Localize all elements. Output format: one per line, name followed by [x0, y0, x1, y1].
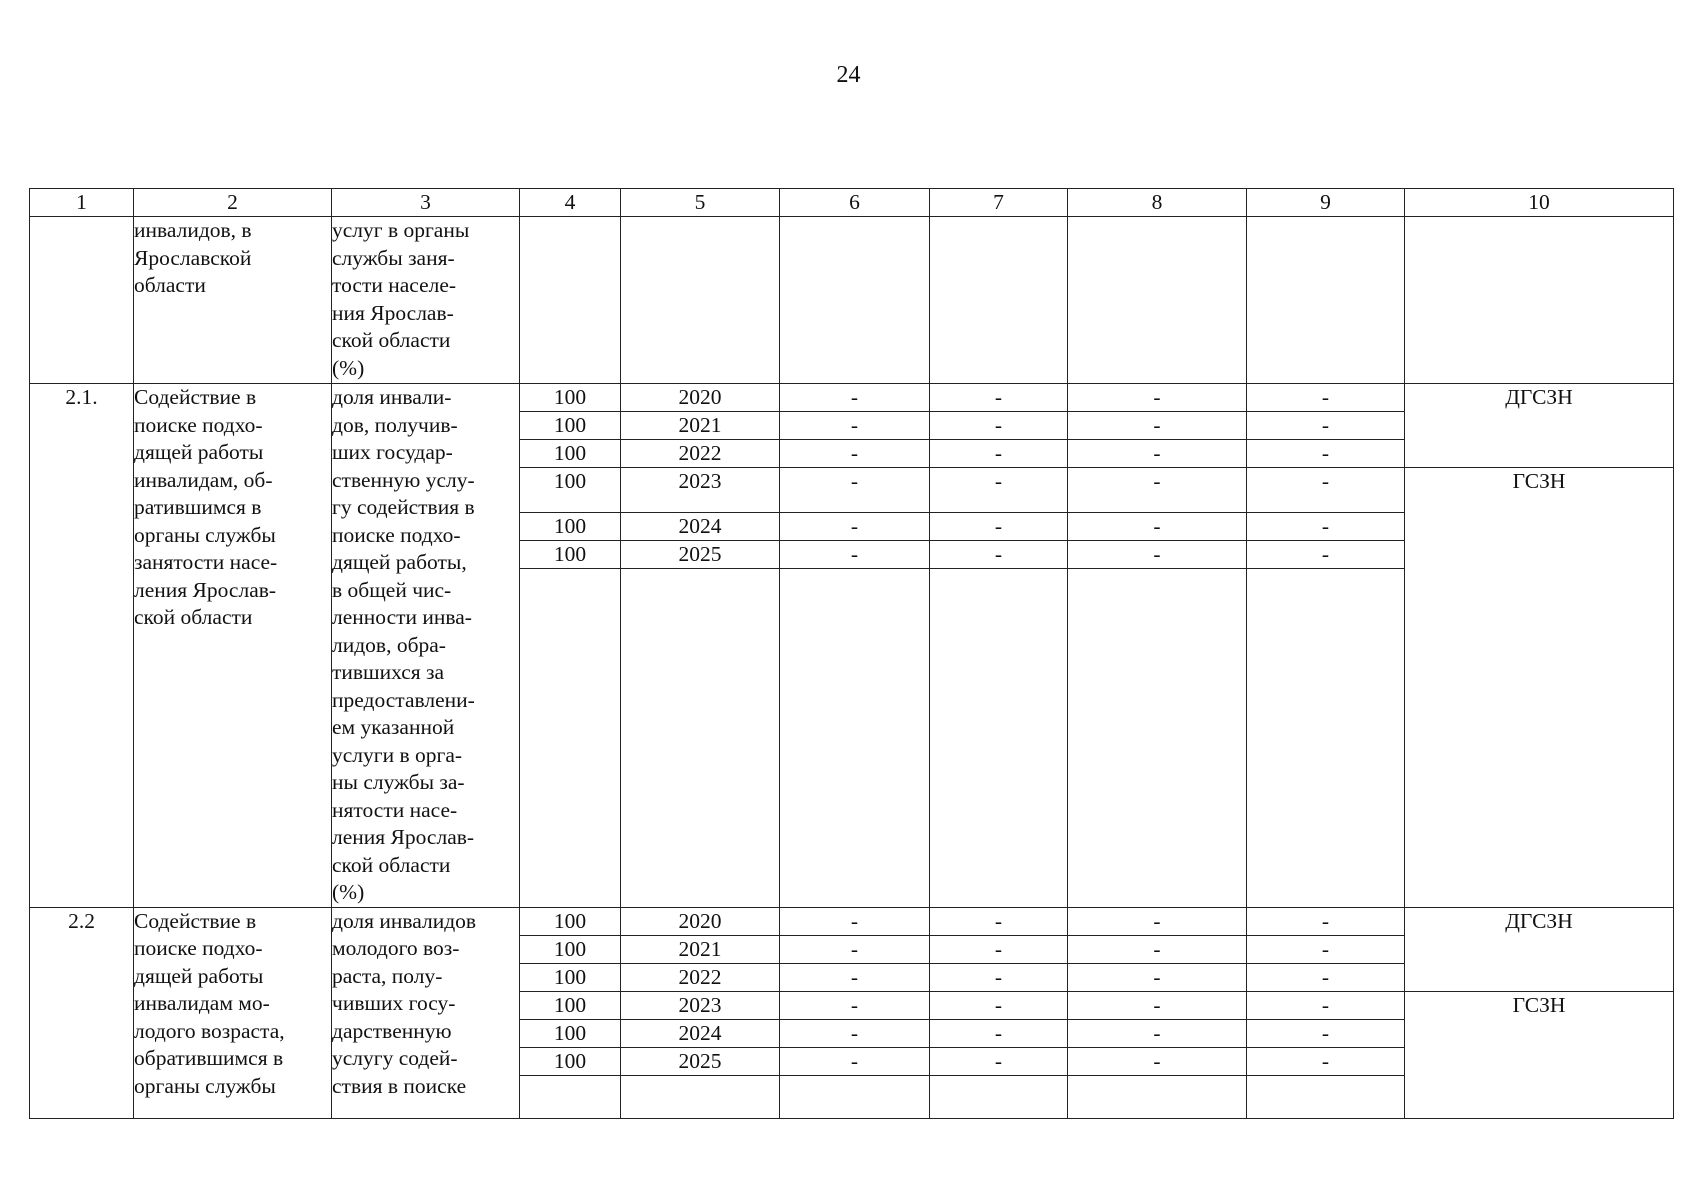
- header-cell: 1: [30, 189, 134, 217]
- text-line: ской области: [332, 852, 451, 877]
- indicator-cell: [332, 384, 520, 908]
- text-line: (%): [332, 355, 365, 380]
- text-line: ской области: [332, 328, 451, 352]
- page-number: 24: [836, 62, 861, 88]
- col7-cell: -: [930, 412, 1068, 440]
- col7-cell: -: [930, 935, 1068, 963]
- value-cell: 100: [520, 1047, 621, 1075]
- col9-cell: -: [1247, 991, 1405, 1019]
- text-line: ления Ярослав-: [134, 577, 277, 602]
- indicator-cell: [332, 907, 520, 1118]
- continuation-row: [30, 217, 1674, 384]
- text-line: дящей работы: [134, 963, 264, 988]
- empty-cell: [930, 568, 1068, 907]
- col7-cell: -: [930, 384, 1068, 412]
- col7-cell: -: [930, 440, 1068, 468]
- col7-cell: -: [930, 907, 1068, 935]
- col9-cell: -: [1247, 540, 1405, 568]
- value-cell: 100: [520, 963, 621, 991]
- text-line: услуги в орга-: [332, 742, 463, 767]
- col9-cell: -: [1247, 412, 1405, 440]
- empty-cell: [621, 568, 780, 907]
- header-cell: 9: [1247, 189, 1405, 217]
- text-line: службы заня-: [332, 245, 455, 270]
- col7-cell: -: [930, 468, 1068, 513]
- year-cell: 2020: [621, 384, 780, 412]
- text-line: ленности инва-: [332, 605, 472, 629]
- year-cell: 2020: [621, 907, 780, 935]
- continuation-indicator-cell: [332, 217, 520, 384]
- header-row: [30, 189, 1674, 217]
- year-cell: 2022: [621, 963, 780, 991]
- header-cell: 7: [930, 189, 1068, 217]
- text-line: чивших госу-: [332, 991, 456, 1015]
- col9-cell: -: [1247, 440, 1405, 468]
- year-cell: 2024: [621, 512, 780, 540]
- text-line: молодого воз-: [332, 936, 460, 960]
- col9-cell: -: [1247, 1047, 1405, 1075]
- col7-cell: -: [930, 540, 1068, 568]
- text-line: (%): [332, 880, 365, 904]
- value-cell: 100: [520, 412, 621, 440]
- col6-cell: -: [780, 963, 930, 991]
- text-line: Содействие в: [134, 908, 257, 933]
- text-line: Содействие в: [134, 385, 257, 409]
- empty-cell: [520, 568, 621, 907]
- text-line: ем указанной: [332, 715, 455, 739]
- col6-cell: -: [780, 440, 930, 468]
- text-line: услугу содей-: [332, 1046, 458, 1070]
- text-line: дящей работы,: [332, 550, 467, 574]
- col6-cell: -: [780, 540, 930, 568]
- text-line: инвалидам, об-: [134, 467, 273, 492]
- col6-cell: -: [780, 935, 930, 963]
- text-line: нятости насе-: [332, 797, 458, 822]
- text-line: лидов, обра-: [332, 632, 446, 657]
- col7-cell: -: [930, 1047, 1068, 1075]
- text-line: тости населе-: [332, 273, 457, 297]
- agency-cell: ГСЗН: [1405, 468, 1674, 908]
- col6-cell: -: [780, 907, 930, 935]
- col7-cell: -: [930, 1019, 1068, 1047]
- col9-cell: -: [1247, 512, 1405, 540]
- text-line: инвалидам мо-: [134, 991, 270, 1015]
- header-cell: 6: [780, 189, 930, 217]
- text-line: в общей чис-: [332, 577, 452, 602]
- col8-cell: -: [1068, 384, 1247, 412]
- text-line: ратившимся в: [134, 495, 262, 519]
- col9-cell: -: [1247, 468, 1405, 513]
- col8-cell: -: [1068, 468, 1247, 513]
- empty-cell: [1247, 1075, 1405, 1118]
- col8-cell: -: [1068, 440, 1247, 468]
- col6-cell: -: [780, 468, 930, 513]
- col9-cell: -: [1247, 384, 1405, 412]
- text-line: ния Ярослав-: [332, 300, 454, 325]
- text-line: ления Ярослав-: [332, 825, 475, 849]
- col8-cell: -: [1068, 412, 1247, 440]
- empty-cell: [780, 217, 930, 384]
- text-line: органы службы: [134, 522, 276, 547]
- continuation-name-cell: [134, 217, 332, 384]
- header-cell: 8: [1068, 189, 1247, 217]
- year-row: [30, 384, 1674, 412]
- text-line: доля инвали-: [332, 385, 452, 409]
- section-number-cell: [30, 907, 134, 1118]
- measure-name-cell: [134, 907, 332, 1118]
- col6-cell: -: [780, 384, 930, 412]
- header-cell: 4: [520, 189, 621, 217]
- col8-cell: -: [1068, 935, 1247, 963]
- col8-cell: -: [1068, 1047, 1247, 1075]
- year-cell: 2021: [621, 412, 780, 440]
- col8-cell: -: [1068, 991, 1247, 1019]
- col8-cell: -: [1068, 1019, 1247, 1047]
- col8-cell: -: [1068, 540, 1247, 568]
- text-line: услуг в органы: [332, 218, 470, 242]
- text-line: предоставлени-: [332, 687, 475, 712]
- year-cell: 2023: [621, 468, 780, 513]
- continuation-number-cell: [30, 217, 134, 384]
- col7-cell: -: [930, 512, 1068, 540]
- empty-cell: [1247, 568, 1405, 907]
- section-number: 2.1.: [65, 385, 98, 409]
- col8-cell: -: [1068, 963, 1247, 991]
- empty-cell: [1068, 1075, 1247, 1118]
- value-cell: 100: [520, 512, 621, 540]
- value-cell: 100: [520, 384, 621, 412]
- text-line: тившихся за: [332, 660, 445, 684]
- measure-name-cell: [134, 384, 332, 908]
- col7-cell: -: [930, 991, 1068, 1019]
- empty-cell: [1068, 217, 1247, 384]
- text-line: обратившимся в: [134, 1046, 284, 1070]
- empty-cell: [930, 217, 1068, 384]
- col6-cell: -: [780, 991, 930, 1019]
- text-line: инвалидов, в: [134, 218, 252, 242]
- text-line: лодого возраста,: [134, 1018, 285, 1043]
- col9-cell: -: [1247, 963, 1405, 991]
- text-line: ственную услу-: [332, 467, 475, 492]
- header-cell: 10: [1405, 189, 1674, 217]
- col6-cell: -: [780, 412, 930, 440]
- value-cell: 100: [520, 468, 621, 513]
- empty-cell: [621, 217, 780, 384]
- header-cell: 3: [332, 189, 520, 217]
- empty-cell: [621, 1075, 780, 1118]
- year-row: [30, 907, 1674, 935]
- header-cell: 5: [621, 189, 780, 217]
- text-line: дящей работы: [134, 440, 264, 464]
- value-cell: 100: [520, 440, 621, 468]
- empty-cell: [520, 1075, 621, 1118]
- text-line: ской области: [134, 605, 253, 629]
- col6-cell: -: [780, 1019, 930, 1047]
- text-line: поиске подхо-: [134, 412, 263, 437]
- agency-cell: ДГСЗН: [1405, 907, 1674, 991]
- agency-cell: ДГСЗН: [1405, 384, 1674, 468]
- value-cell: 100: [520, 991, 621, 1019]
- year-cell: 2023: [621, 991, 780, 1019]
- agency-cell: ГСЗН: [1405, 991, 1674, 1118]
- text-line: раста, полу-: [332, 963, 443, 988]
- empty-cell: [930, 1075, 1068, 1118]
- text-line: дарственную: [332, 1018, 452, 1043]
- indicator-table: [29, 188, 1674, 1119]
- text-line: дов, получив-: [332, 412, 458, 437]
- col9-cell: -: [1247, 907, 1405, 935]
- text-line: поиске подхо-: [134, 936, 263, 960]
- col7-cell: -: [930, 963, 1068, 991]
- year-cell: 2025: [621, 1047, 780, 1075]
- col8-cell: -: [1068, 512, 1247, 540]
- section-number-cell: [30, 384, 134, 908]
- empty-cell: [1247, 217, 1405, 384]
- year-cell: 2022: [621, 440, 780, 468]
- value-cell: 100: [520, 1019, 621, 1047]
- text-line: гу содействия в: [332, 495, 475, 519]
- year-cell: 2024: [621, 1019, 780, 1047]
- col6-cell: -: [780, 1047, 930, 1075]
- text-line: Ярославской: [134, 245, 252, 270]
- text-line: ствия в поиске: [332, 1073, 467, 1098]
- empty-cell: [1405, 217, 1674, 384]
- text-line: доля инвалидов: [332, 908, 477, 933]
- empty-cell: [520, 217, 621, 384]
- col9-cell: -: [1247, 935, 1405, 963]
- text-line: поиске подхо-: [332, 522, 461, 547]
- col9-cell: -: [1247, 1019, 1405, 1047]
- value-cell: 100: [520, 935, 621, 963]
- value-cell: 100: [520, 907, 621, 935]
- empty-cell: [780, 1075, 930, 1118]
- section-number: 2.2: [68, 908, 95, 933]
- col8-cell: -: [1068, 907, 1247, 935]
- value-cell: 100: [520, 540, 621, 568]
- text-line: органы службы: [134, 1073, 276, 1098]
- year-cell: 2021: [621, 935, 780, 963]
- text-line: ны службы за-: [332, 770, 465, 794]
- year-cell: 2025: [621, 540, 780, 568]
- text-line: ших государ-: [332, 440, 453, 464]
- header-cell: 2: [134, 189, 332, 217]
- text-line: области: [134, 273, 206, 297]
- empty-cell: [1068, 568, 1247, 907]
- empty-cell: [780, 568, 930, 907]
- text-line: занятости насе-: [134, 550, 278, 574]
- col6-cell: -: [780, 512, 930, 540]
